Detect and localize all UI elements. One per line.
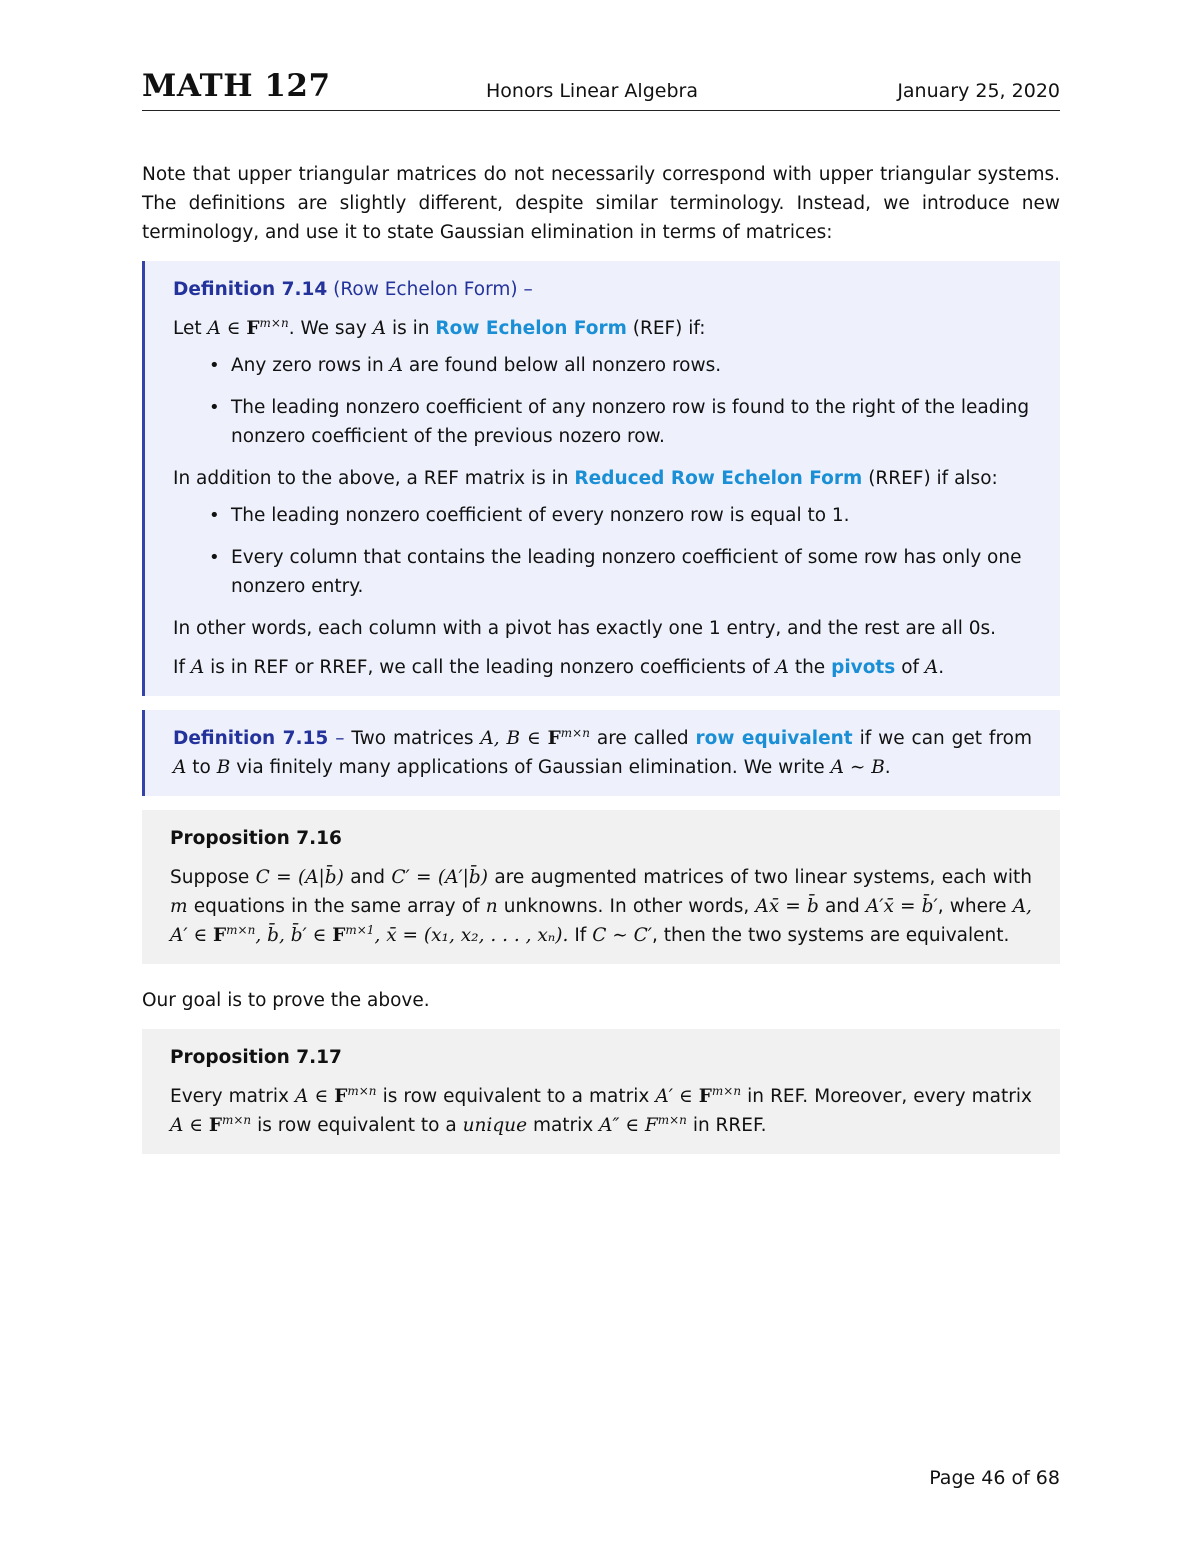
page-number: Page 46 of 68 xyxy=(929,1467,1060,1489)
math-superscript: m×n xyxy=(222,1112,252,1127)
term-row-equivalent: row equivalent xyxy=(695,728,853,749)
definition-statement xyxy=(173,314,1032,343)
text: if we can get from xyxy=(859,728,1032,749)
text: . xyxy=(884,757,891,778)
math-expression: C = (A|b̄) xyxy=(255,867,344,888)
text: unknowns. In other words, xyxy=(503,896,750,917)
math-var: A″ xyxy=(599,1115,620,1136)
definition-statement xyxy=(173,724,1032,782)
proposition-statement xyxy=(170,1082,1032,1140)
math-var: A xyxy=(775,657,789,678)
text: are called xyxy=(596,728,689,749)
math-symbol: ∈ xyxy=(226,318,241,339)
math-field: F xyxy=(208,1115,222,1136)
definition-heading xyxy=(173,275,1032,304)
math-var: A, B xyxy=(480,728,521,749)
text: In addition to the above, a REF matrix is in xyxy=(173,468,569,489)
math-symbol: ∈ xyxy=(625,1115,640,1136)
math-field: F xyxy=(334,1086,348,1107)
math-var: A′ xyxy=(655,1086,673,1107)
text: is row equivalent to a matrix xyxy=(382,1086,650,1107)
math-var: B xyxy=(216,757,231,778)
text: matrix xyxy=(532,1115,594,1136)
text: are found below all nonzero rows. xyxy=(408,355,722,376)
list-item xyxy=(231,351,1032,380)
math-superscript: m×n xyxy=(347,1083,377,1098)
emphasis-unique: unique xyxy=(462,1115,528,1136)
text: and xyxy=(350,867,386,888)
text: is in xyxy=(392,318,430,339)
text: in REF. Moreover, every matrix xyxy=(747,1086,1032,1107)
definition-7-14 xyxy=(142,261,1060,696)
text: the xyxy=(794,657,826,678)
text: via finitely many applications of Gaussian elimination. We write xyxy=(236,757,825,778)
text: are augmented matrices of two linear systems, each with xyxy=(494,867,1032,888)
math-expression: A′x̄ = b̄′ xyxy=(865,896,938,917)
math-expression: , b̄, b̄′ ∈ xyxy=(255,925,327,946)
proposition-statement xyxy=(170,863,1032,950)
text: Any zero rows in xyxy=(231,355,384,376)
math-expression: C′ = (A′|b̄) xyxy=(391,867,488,888)
text: and xyxy=(824,896,860,917)
math-field: F xyxy=(213,925,227,946)
math-symbol: ∈ xyxy=(314,1086,329,1107)
text: – xyxy=(335,728,345,749)
math-superscript: m×n xyxy=(259,315,289,330)
proposition-7-17 xyxy=(142,1029,1060,1154)
course-subject: Honors Linear Algebra xyxy=(486,80,698,102)
page xyxy=(142,0,1060,1553)
math-var: n xyxy=(485,896,498,917)
course-title: MATH 127 xyxy=(142,68,331,104)
definition-7-15 xyxy=(142,710,1060,796)
pivot-explanation: In other words, each column with a pivot has exactly one 1 entry, and the rest are all 0s. xyxy=(173,618,997,639)
math-field: F xyxy=(246,318,260,339)
math-expression: , x̄ = (x₁, x₂, . . . , xₙ). xyxy=(374,925,569,946)
page-body xyxy=(142,160,1060,1154)
text: (REF) if: xyxy=(632,318,706,339)
math-var: A xyxy=(170,1115,184,1136)
text: to xyxy=(192,757,211,778)
math-expression: A, A′ ∈ xyxy=(170,896,1032,946)
ref-conditions-list xyxy=(173,351,1032,451)
text: in RREF. xyxy=(692,1115,767,1136)
math-expression: Ax̄ = b̄ xyxy=(755,896,819,917)
header-date: January 25, 2020 xyxy=(897,80,1060,102)
math-superscript: m×n xyxy=(657,1112,687,1127)
list-item: • Every column that contains the leading nonzero coefficient of some row has only one nonzero entry. xyxy=(231,543,1032,601)
text: . We say xyxy=(288,318,367,339)
math-var: A xyxy=(173,757,187,778)
math-var: A xyxy=(389,355,403,376)
term-ref: Row Echelon Form xyxy=(435,318,627,339)
text: Every matrix xyxy=(170,1086,289,1107)
text: of xyxy=(901,657,920,678)
rref-conditions-list xyxy=(173,501,1032,601)
definition-subtitle: (Row Echelon Form) – xyxy=(333,279,533,300)
term-rref: Reduced Row Echelon Form xyxy=(574,468,863,489)
text: , where xyxy=(937,896,1007,917)
intro-paragraph: Note that upper triangular matrices do not necessarily correspond with upper triangular systems. The definitions are slightly different, despite similar terminology. Instead, we introduce new terminology, and use it to state Gaussian elimination in terms of matrices: xyxy=(142,164,1060,243)
math-superscript: m×n xyxy=(711,1083,742,1098)
list-item: • The leading nonzero coefficient of any nonzero row is found to the right of the leading nonzero coefficient of the previous nozero row. xyxy=(231,393,1032,451)
math-var: A xyxy=(372,318,387,339)
proposition-7-16 xyxy=(142,810,1060,964)
math-superscript: m×n xyxy=(226,922,256,937)
text: equations in the same array of xyxy=(193,896,480,917)
math-var: m xyxy=(170,896,188,917)
math-expression: C ∼ C′ xyxy=(592,925,652,946)
text: If xyxy=(574,925,587,946)
text: Let xyxy=(173,318,202,339)
math-var: A xyxy=(190,657,205,678)
math-field: F xyxy=(698,1086,712,1107)
math-var: A xyxy=(207,318,221,339)
math-var: A xyxy=(295,1086,309,1107)
definition-title: Definition 7.14 xyxy=(173,279,328,300)
math-symbol: ∈ xyxy=(527,728,541,749)
math-superscript: m×1 xyxy=(345,922,375,937)
page-header xyxy=(142,70,1060,111)
math-symbol: ∈ xyxy=(679,1086,693,1107)
math-symbol: ∈ xyxy=(189,1115,203,1136)
text: , then the two systems are equivalent. xyxy=(651,925,1010,946)
text: Suppose xyxy=(170,867,250,888)
text: . xyxy=(938,657,945,678)
proposition-title: Proposition 7.16 xyxy=(170,828,342,849)
math-superscript: m×n xyxy=(560,725,590,740)
text: Two matrices xyxy=(351,728,474,749)
term-pivots: pivots xyxy=(831,657,896,678)
text: is row equivalent to a xyxy=(257,1115,457,1136)
math-var: A xyxy=(924,657,939,678)
list-item: • The leading nonzero coefficient of every nonzero row is equal to 1. xyxy=(231,501,1032,530)
text: is in REF or RREF, we call the leading nonzero coefficients of xyxy=(210,657,770,678)
text: If xyxy=(173,657,185,678)
math-field: F xyxy=(644,1115,658,1136)
math-field: F xyxy=(332,925,346,946)
pivots-statement xyxy=(173,653,1032,682)
rref-statement xyxy=(173,464,1032,493)
proposition-title: Proposition 7.17 xyxy=(170,1047,342,1068)
goal-paragraph: Our goal is to prove the above. xyxy=(142,990,430,1011)
definition-title: Definition 7.15 xyxy=(173,728,329,749)
math-field: F xyxy=(547,728,561,749)
math-expression: A ∼ B xyxy=(830,757,885,778)
text: (RREF) if also: xyxy=(868,468,998,489)
